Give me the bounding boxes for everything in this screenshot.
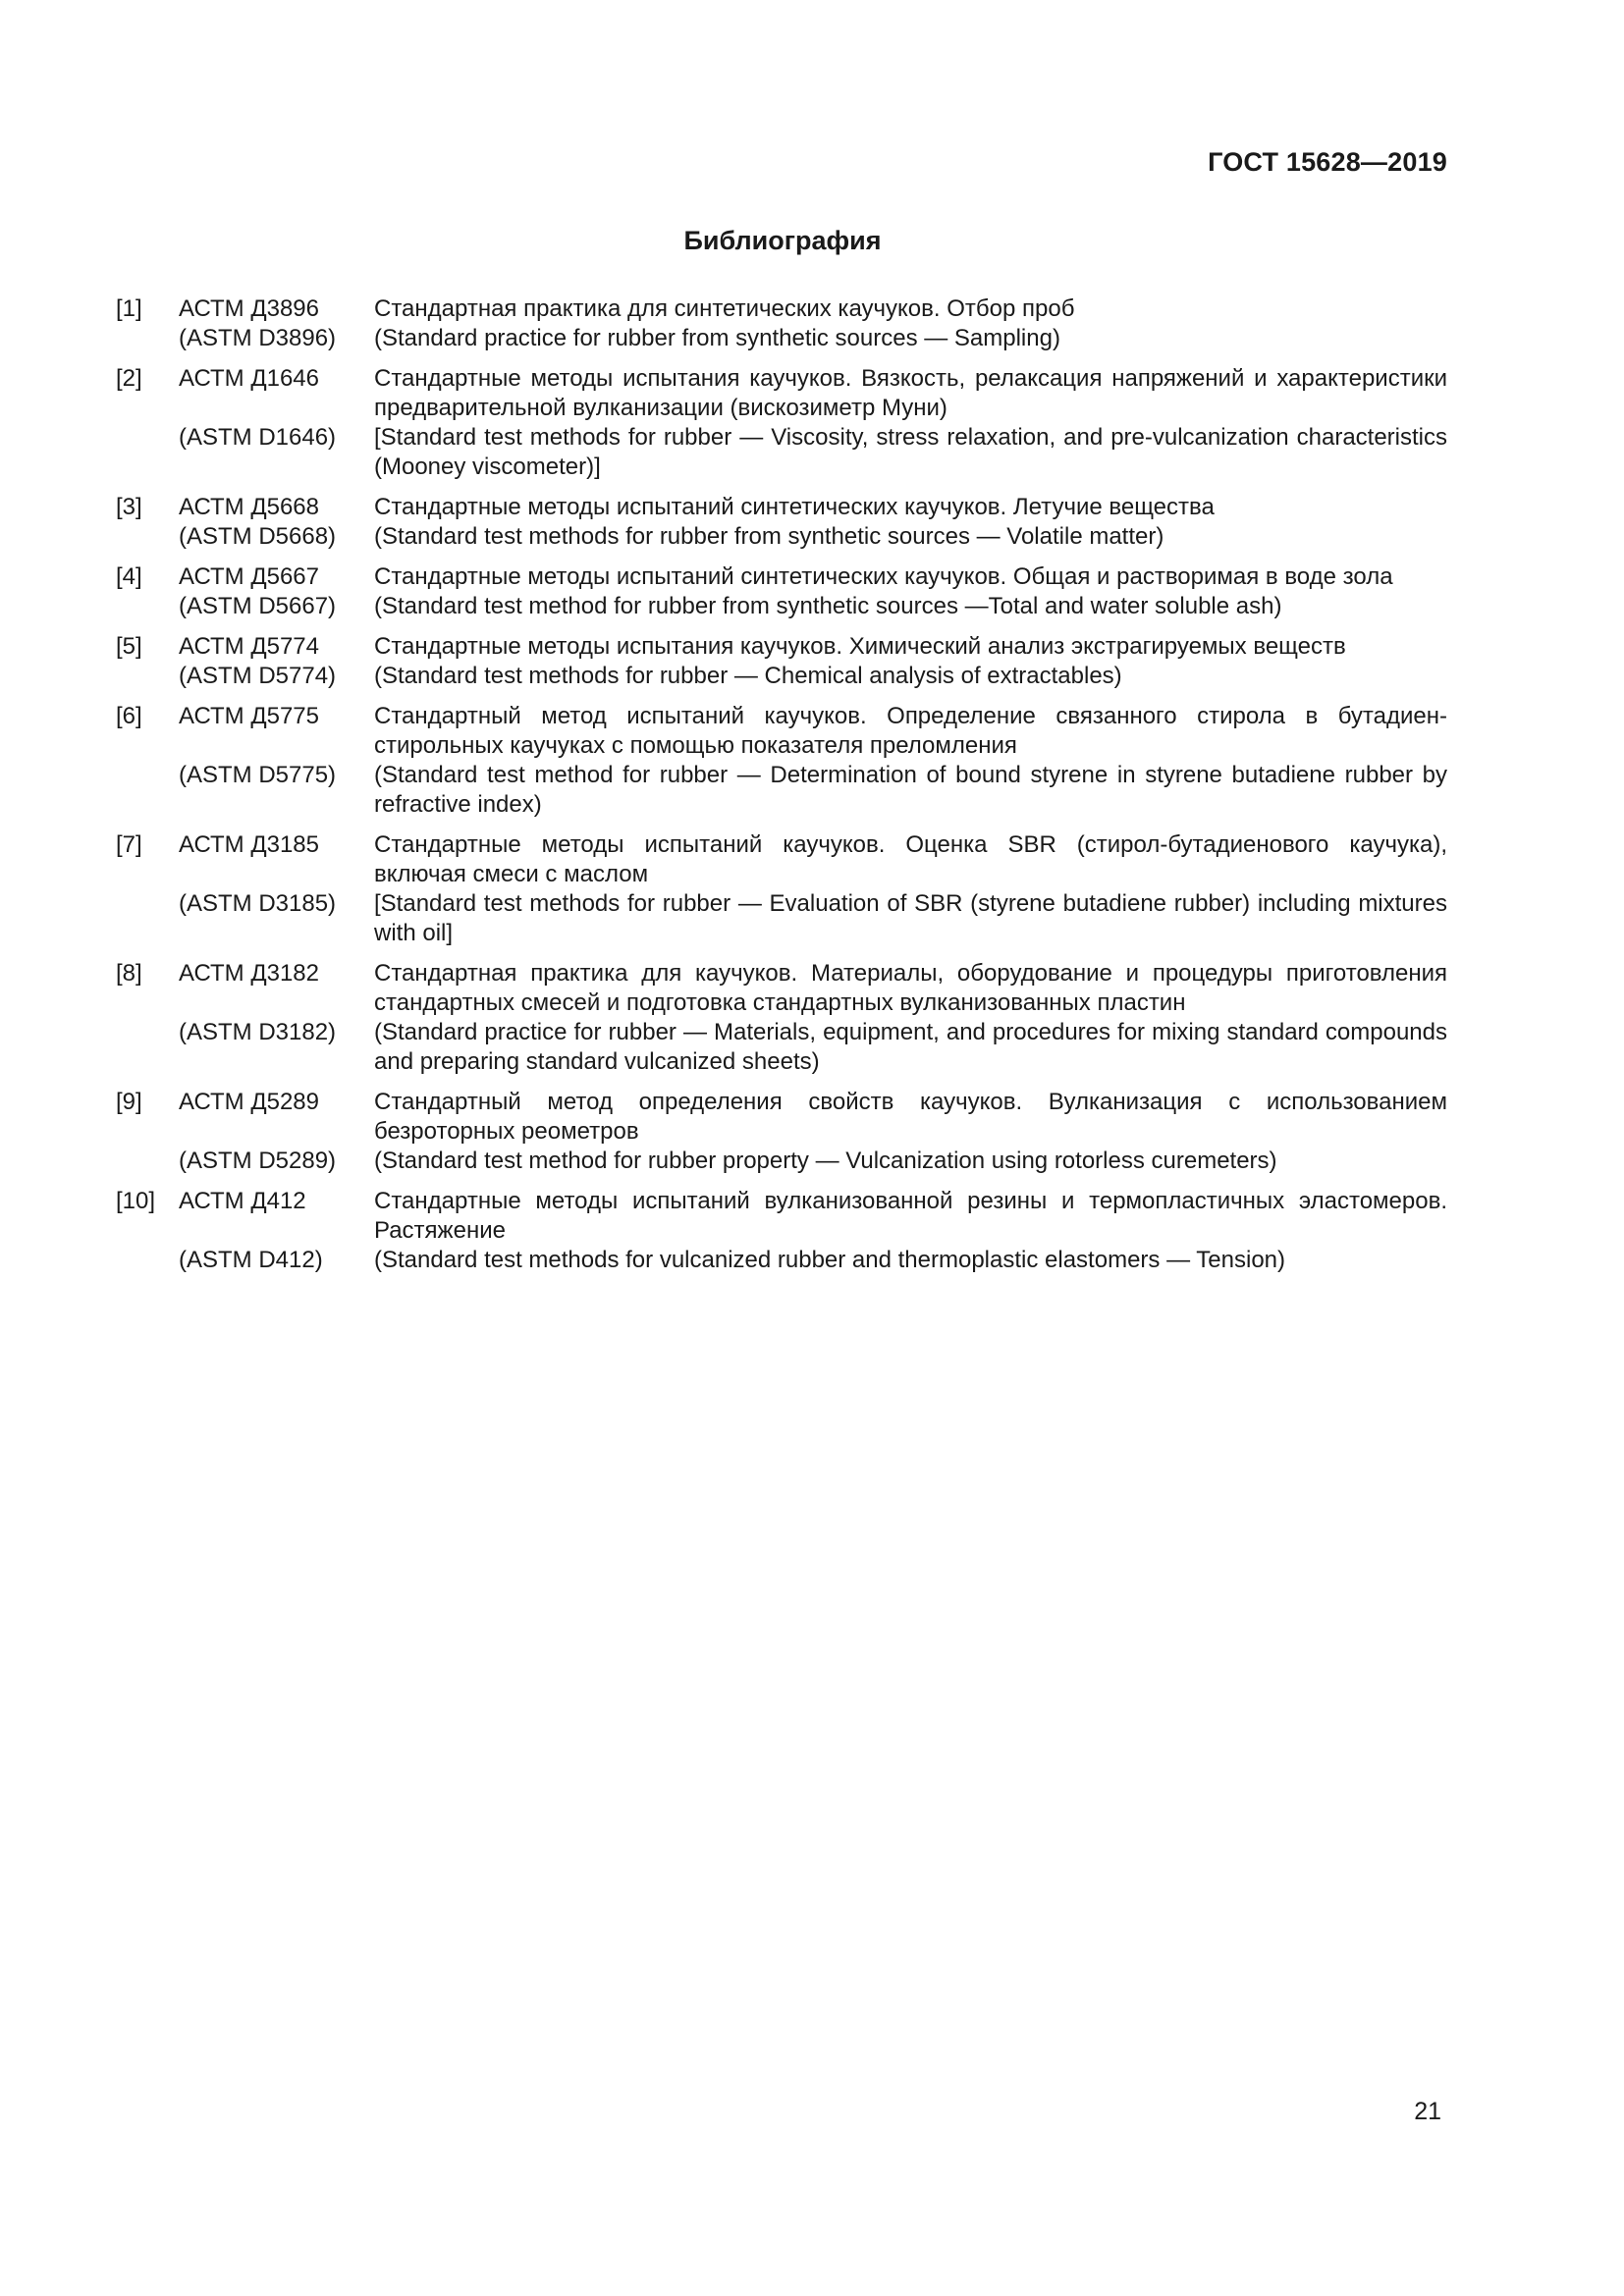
entry-row-english	[116, 761, 1447, 820]
standard-code-ru: АСТМ Д5775	[179, 703, 319, 729]
standard-title-ru: Стандартный метод определения свойств каучуков. Вулканизация с использованием безроторных реометров	[374, 1089, 1447, 1145]
standard-code-en: (ASTM D3182)	[179, 1019, 337, 1045]
entry-row-russian	[116, 493, 1447, 522]
bibliography-entry	[116, 364, 1447, 482]
entry-row-russian	[116, 959, 1447, 1018]
entry-row-russian	[116, 364, 1447, 423]
standard-code-ru: АСТМ Д412	[179, 1188, 306, 1214]
standard-title-en: [Standard test methods for rubber — Evaluation of SBR (styrene butadiene rubber) including mixtures with oil]	[374, 890, 1447, 946]
standard-title-ru: Стандартные методы испытаний каучуков. Оценка SBR (стирол-бутадиенового каучука), включая смеси с маслом	[374, 831, 1447, 887]
document-code: ГОСТ 15628—2019	[1208, 147, 1447, 177]
standard-code-ru: АСТМ Д3185	[179, 831, 319, 858]
standard-title-ru: Стандартные методы испытаний синтетических каучуков. Летучие вещества	[374, 494, 1215, 520]
standard-title-en: (Standard test method for rubber from synthetic sources —Total and water soluble ash)	[374, 593, 1282, 619]
standard-code-en: (ASTM D5289)	[179, 1148, 337, 1174]
bibliography-title: Библиография	[683, 226, 882, 255]
entry-number: [7]	[116, 831, 142, 858]
standard-code-ru: АСТМ Д5774	[179, 633, 319, 660]
standard-title-ru: Стандартный метод испытаний каучуков. Определение связанного стирола в бутадиен-стирольных каучуках с помощью показателя преломления	[374, 703, 1447, 759]
entry-number: [6]	[116, 703, 142, 729]
entry-row-russian	[116, 1187, 1447, 1246]
bibliography-entry	[116, 1088, 1447, 1176]
entry-number: [9]	[116, 1089, 142, 1115]
entry-number: [2]	[116, 365, 142, 392]
entry-number: [1]	[116, 295, 142, 322]
standard-code-en: (ASTM D5775)	[179, 762, 337, 788]
bibliography-entry	[116, 702, 1447, 820]
entry-row-russian	[116, 702, 1447, 761]
entry-number: [4]	[116, 563, 142, 590]
standard-title-ru: Стандартные методы испытаний вулканизованной резины и термопластичных эластомеров. Растяжение	[374, 1188, 1447, 1244]
standard-code-en: (ASTM D3185)	[179, 890, 337, 917]
standard-title-ru: Стандартная практика для синтетических каучуков. Отбор проб	[374, 295, 1075, 322]
entry-row-english	[116, 1018, 1447, 1077]
standard-code-ru: АСТМ Д3182	[179, 960, 319, 987]
standard-title-en: (Standard practice for rubber — Materials, equipment, and procedures for mixing standard compounds and preparing standard vulcanized sheets)	[374, 1019, 1447, 1075]
standard-title-en: [Standard test methods for rubber — Viscosity, stress relaxation, and pre-vulcanization characteristics (Mooney viscometer)]	[374, 424, 1447, 480]
bibliography-entry	[116, 830, 1447, 948]
entry-row-english	[116, 662, 1447, 691]
entry-row-russian	[116, 1088, 1447, 1147]
standard-code-en: (ASTM D5774)	[179, 663, 337, 689]
standard-title-ru: Стандартные методы испытаний синтетических каучуков. Общая и растворимая в воде зола	[374, 563, 1393, 590]
standard-code-ru: АСТМ Д5667	[179, 563, 319, 590]
standard-title-ru: Стандартные методы испытания каучуков. Вязкость, релаксация напряжений и характеристики предварительной вулканизации (вискозиметр Муни)	[374, 365, 1447, 421]
entry-row-english	[116, 592, 1447, 621]
entry-number: [10]	[116, 1188, 156, 1214]
standard-title-en: (Standard test methods for vulcanized rubber and thermoplastic elastomers — Tension)	[374, 1247, 1286, 1273]
entry-row-english	[116, 522, 1447, 552]
bibliography-entry	[116, 562, 1447, 621]
entry-row-russian	[116, 830, 1447, 889]
standard-title-en: (Standard test methods for rubber from synthetic sources — Volatile matter)	[374, 523, 1164, 550]
standard-code-en: (ASTM D3896)	[179, 325, 337, 351]
entry-row-russian	[116, 562, 1447, 592]
entry-row-english	[116, 1147, 1447, 1176]
bibliography-entry	[116, 493, 1447, 552]
bibliography-entry	[116, 632, 1447, 691]
standard-title-ru: Стандартные методы испытания каучуков. Химический анализ экстрагируемых веществ	[374, 633, 1346, 660]
entry-row-english	[116, 423, 1447, 482]
standard-title-en: (Standard test methods for rubber — Chemical analysis of extractables)	[374, 663, 1122, 689]
bibliography-entry	[116, 1187, 1447, 1275]
standard-title-ru: Стандартная практика для каучуков. Материалы, оборудование и процедуры приготовления стандартных смесей и подготовка стандартных вулканизованных пластин	[374, 960, 1447, 1016]
bibliography-entry	[116, 959, 1447, 1077]
standard-code-ru: АСТМ Д1646	[179, 365, 319, 392]
entry-row-english	[116, 324, 1447, 353]
entry-number: [5]	[116, 633, 142, 660]
standard-code-ru: АСТМ Д5668	[179, 494, 319, 520]
standard-code-en: (ASTM D5668)	[179, 523, 337, 550]
entry-row-russian	[116, 294, 1447, 324]
standard-title-en: (Standard test method for rubber property — Vulcanization using rotorless curemeters)	[374, 1148, 1277, 1174]
standard-code-ru: АСТМ Д3896	[179, 295, 319, 322]
entry-row-russian	[116, 632, 1447, 662]
standard-code-en: (ASTM D1646)	[179, 424, 337, 451]
entry-number: [3]	[116, 494, 142, 520]
entry-row-english	[116, 1246, 1447, 1275]
page-number: 21	[1414, 2098, 1441, 2125]
bibliography-entry	[116, 294, 1447, 353]
bibliography-list	[116, 294, 1447, 1286]
standard-code-ru: АСТМ Д5289	[179, 1089, 319, 1115]
standard-code-en: (ASTM D5667)	[179, 593, 337, 619]
standard-code-en: (ASTM D412)	[179, 1247, 323, 1273]
standard-title-en: (Standard test method for rubber — Determination of bound styrene in styrene butadiene rubber by refractive index)	[374, 762, 1447, 818]
entry-row-english	[116, 889, 1447, 948]
entry-number: [8]	[116, 960, 142, 987]
standard-title-en: (Standard practice for rubber from synthetic sources — Sampling)	[374, 325, 1060, 351]
